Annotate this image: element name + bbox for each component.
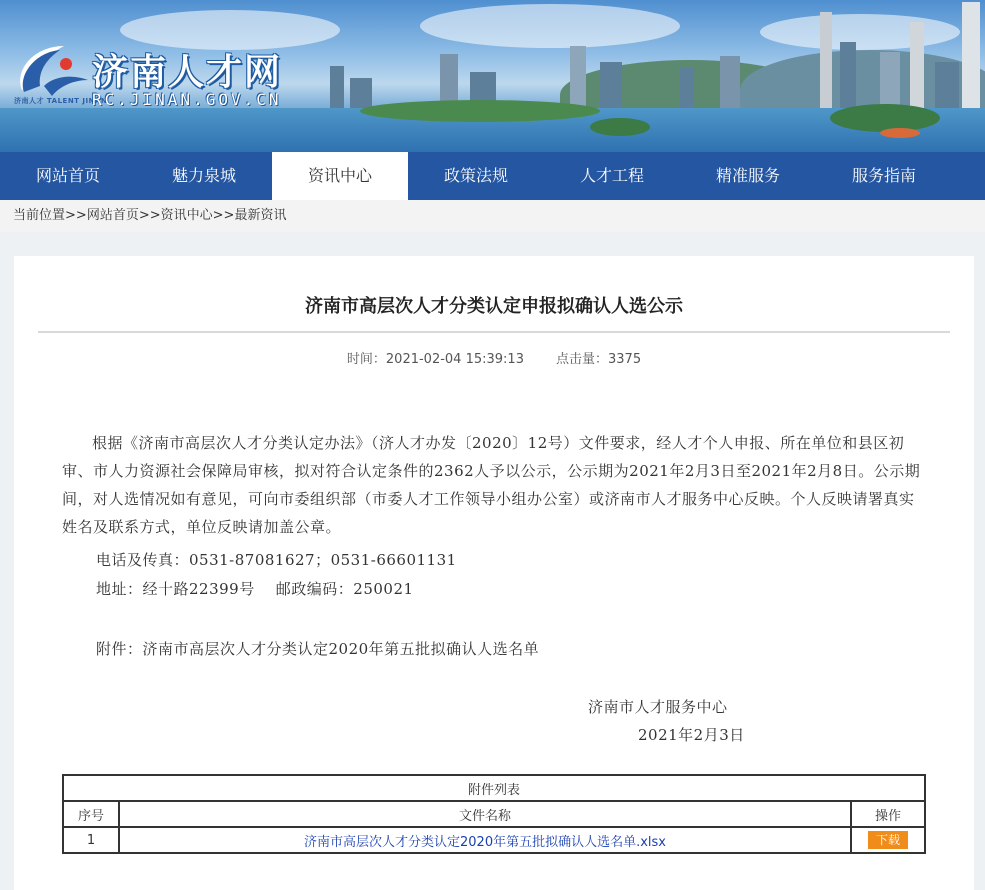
logo-icon[interactable] xyxy=(14,40,92,102)
nav-item-services[interactable]: 精准服务 xyxy=(715,166,780,185)
breadcrumb-prefix: 当前位置 xyxy=(13,208,66,223)
nav-item-policy[interactable]: 政策法规 xyxy=(443,166,508,185)
article-body xyxy=(62,429,928,541)
view-count: 3375 xyxy=(608,352,642,367)
breadcrumb-separator: >> xyxy=(212,208,235,223)
article-card xyxy=(14,256,974,890)
publish-time: 2021-02-04 15:39:13 xyxy=(385,352,524,367)
col-header-action: 操作 xyxy=(851,801,925,827)
nav-item-guide[interactable]: 服务指南 xyxy=(851,166,916,185)
breadcrumb-news[interactable]: 资讯中心 xyxy=(160,208,213,223)
breadcrumb-separator: >> xyxy=(138,208,161,223)
table-row xyxy=(63,827,925,853)
title-divider xyxy=(38,331,950,333)
nav-item-news[interactable]: 资讯中心 xyxy=(272,152,408,200)
col-header-name: 文件名称 xyxy=(119,801,851,827)
site-url: RC.JINAN.GOV.CN xyxy=(92,90,282,109)
article-paragraph: 根据《济南市高层次人才分类认定办法》（济人才办发〔2020〕12号）文件要求，经人才个人申报、所在单位和县区初审、市人力资源社会保障局审核，拟对符合认定条件的2362人予以公示，公示期为2021年2月3日至2021年2月8日。公示期间，对人选情况如有意见，可向市委组织部（市委人才工作领导小组办公室）或济南市人才服务中心反映。个人反映请署真实姓名及联系方式，单位反映请加盖公章。 xyxy=(62,434,921,536)
contact-address: 地址：经十路22399号 邮政编码：250021 xyxy=(96,580,414,598)
article-title: 济南市高层次人才分类认定申报拟确认人选公示 xyxy=(305,296,683,317)
article-meta xyxy=(14,348,974,367)
contact-phone: 电话及传真：0531-87081627；0531-66601131 xyxy=(96,551,457,569)
signature-org: 济南市人才服务中心 xyxy=(588,698,728,716)
breadcrumb-home[interactable]: 网站首页 xyxy=(86,208,139,223)
logo-subtitle: 济南人才 TALENT JINAN xyxy=(14,97,108,105)
site-title[interactable]: 济南人才网 xyxy=(92,52,283,93)
download-button[interactable]: 下载 xyxy=(868,831,908,849)
nav-item-charm[interactable]: 魅力泉城 xyxy=(171,166,236,185)
attachment-table-caption: 附件列表 xyxy=(63,775,925,801)
signature-date: 2021年2月3日 xyxy=(638,726,745,744)
breadcrumb-latest[interactable]: 最新资讯 xyxy=(234,208,287,223)
time-label: 时间： xyxy=(346,352,386,367)
row-index: 1 xyxy=(63,827,119,853)
breadcrumb-separator: >> xyxy=(65,208,87,223)
nav-item-talent-project[interactable]: 人才工程 xyxy=(579,166,644,185)
col-header-index: 序号 xyxy=(63,801,119,827)
main-nav xyxy=(0,152,985,200)
attachment-file-link[interactable]: 济南市高层次人才分类认定2020年第五批拟确认人选名单.xlsx xyxy=(304,834,666,850)
attachment-table xyxy=(62,774,926,854)
header-banner xyxy=(0,0,985,152)
attachment-note: 附件：济南市高层次人才分类认定2020年第五批拟确认人选名单 xyxy=(96,640,540,658)
breadcrumb xyxy=(0,200,985,232)
views-label: 点击量： xyxy=(555,352,608,367)
nav-item-home[interactable]: 网站首页 xyxy=(35,166,100,185)
